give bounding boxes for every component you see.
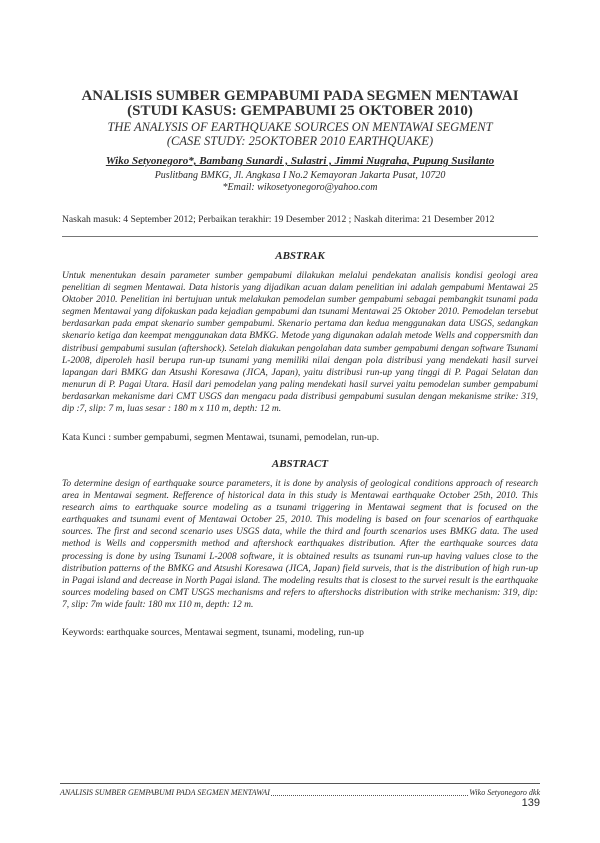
footer-running-author: Wiko Setyonegoro dkk [469,787,540,797]
footer-divider [60,783,540,784]
abstrak-heading: ABSTRAK [275,250,325,262]
running-footer [60,786,540,798]
author-list: Wiko Setyonegoro*, Bambang Sunardi , Sulastri , Jimmi Nugraha, Pupung Susilanto [105,155,495,167]
footer-running-title: ANALISIS SUMBER GEMPABUMI PADA SEGMEN MENTAWAI [60,787,270,797]
submission-dates: Naskah masuk: 4 September 2012; Perbaikan terakhir: 19 Desember 2012 ; Naskah diterima: 21 Desember 2012 [62,214,495,225]
page-number: 139 [521,797,540,809]
abstract-heading: ABSTRACT [271,458,329,470]
keywords: Keywords: earthquake sources, Mentawai segment, tsunami, modeling, run-up [62,627,364,638]
title-english-line2: (CASE STUDY: 25OKTOBER 2010 EARTHQUAKE) [166,134,434,148]
kata-kunci: Kata Kunci : sumber gempabumi, segmen Mentawai, tsunami, pemodelan, run-up. [62,432,380,443]
title-english-line1: THE ANALYSIS OF EARTHQUAKE SOURCES ON MENTAWAI SEGMENT [107,120,493,134]
footer-leader-dots [271,788,468,796]
abstract-body: To determine design of earthquake source parameters, it is done by analysis of geological conditions approach of research area in Mentawai segment. Refference of historical data in this study is Mentawai earthquake October 25th, 2010. This research aims to earthquake source modeling as a tsunami triggering in Mentawai segment that is focused on the earthquakes and tsunami event of Mentawai October 25, 2010. This modeling is based on four scenarios of earthquake sources. The first and second scenario uses USGS data, while the third and fourth scenarios uses BMKG data. The used method is Wells and coppersmith method and aftershock earthquakes distribution. After the earthquake sources data processing is done by using Tsunami L-2008 software, it is obtained results as tsunami run-up having values close to the distribution patterns of the BMKG and Atsushi Koresawa (JICA, Japan) field surveis, that is the distribution of high run-up in Pagai island and decrease in North Pagai island. The modeling results that is closest to the survei result is the earthquake sources modeling based on CMT USGS mechanisms and refers to aftershocks distribution with strike mechanism: 319, dip: 7, slip: 7m wide fault: 180 mx 110 m, depth: 12 m. [62,479,538,610]
title-indonesian-line2: (STUDI KASUS: GEMPABUMI 25 OKTOBER 2010) [127,103,473,119]
title-indonesian-line1: ANALISIS SUMBER GEMPABUMI PADA SEGMEN MENTAWAI [81,88,519,104]
abstrak-body: Untuk menentukan desain parameter sumber gempabumi dilakukan melalui pendekatan analisis kondisi geologi area penelitian di segmen Mentawai. Data historis yang dijadikan acuan dalam penelitian ini adalah gempabumi Mentawai 25 Oktober 2010. Penelitian ini bertujuan untuk melakukan pemodelan sumber gempabumi sebagai pembangkit tsunami pada segmen Mentawai yang difokuskan pada kejadian gempabumi dan tsunami Mentawai 25 Oktober 2010. Pemodelan tersebut berdasarkan pada empat skenario sumber gempabumi. Skenario pertama dan kedua menggunakan data USGS, sedangkan skenario ketiga dan keempat menggunakan data BMKG. Metode yang digunakan adalah metode Wells and coppersmith dan distribusi gempabumi susulan (aftershock). Setelah diakukan pengolahan data sumber gempabumi dengan software Tsunami L-2008, diperoleh hasil berupa run-up tsunami yang memiliki nilai dengan pola distribusi yang mendekati hasil survei lapangan dari BMKG dan Atsushi Koresawa (JICA, Japan), yaitu distribusi run-up yang tinggi di P. Pagai Selatan dan menurun di P. Pagai Utara. Hasil dari pemodelan yang paling mendekati hasil survei yaitu pemodelan sumber gempabumi berdasarkan mekanisme dari CMT USGS dan mengacu pada distribusi gempabumi susulan dengan mekanisme strike: 319, dip :7, slip: 7 m, luas sesar : 180 m x 110 m, depth: 12 m. [62,271,538,415]
affiliation-email: *Email: wikosetyonegoro@yahoo.com [222,182,378,193]
divider [62,236,538,237]
affiliation-address: Puslitbang BMKG, Jl. Angkasa I No.2 Kemayoran Jakarta Pusat, 10720 [154,170,446,181]
